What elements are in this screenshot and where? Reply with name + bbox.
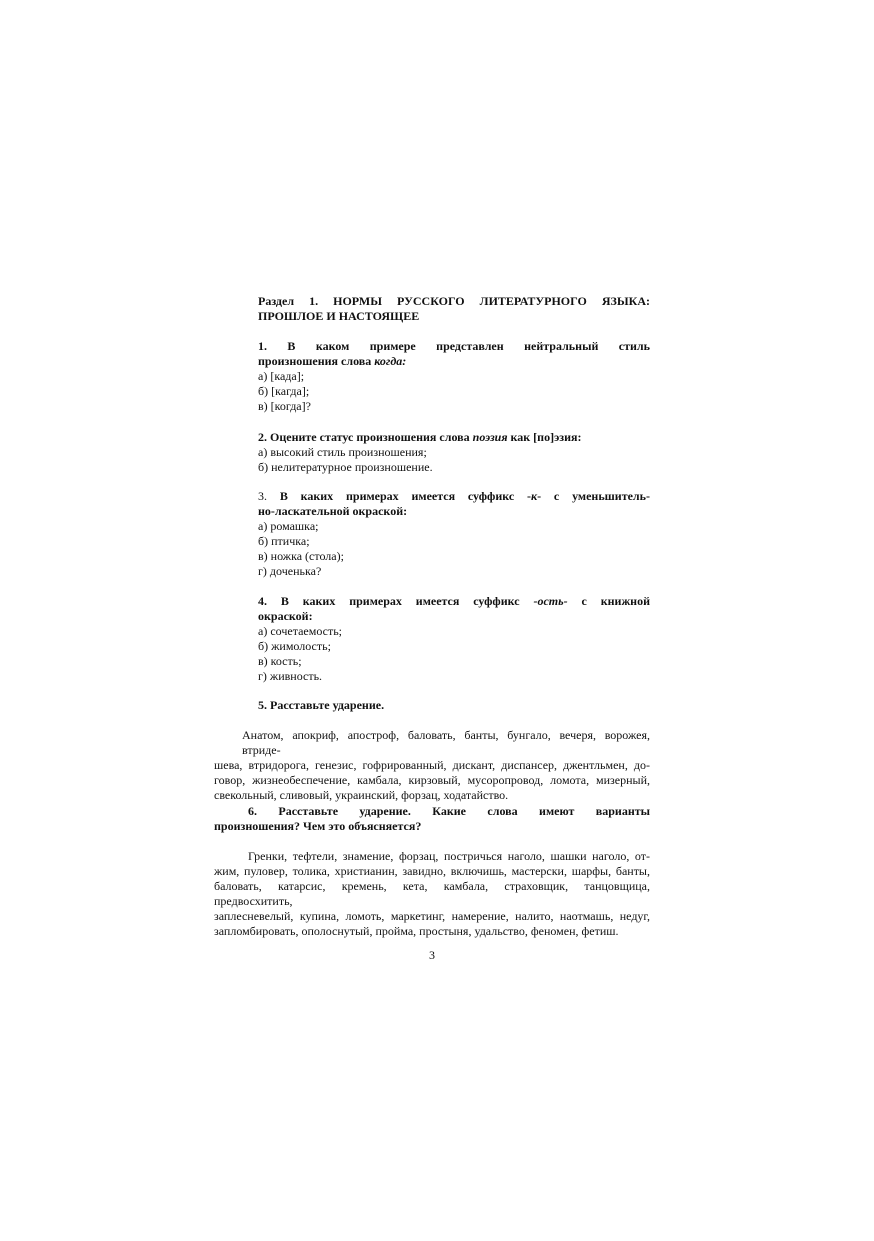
question-3-title-line-2: но-ласкательной окраской: [258, 504, 408, 518]
question-3-title-text-c: - с уменьшитель- [537, 489, 651, 503]
question-4-title-line-1 [258, 594, 650, 609]
question-5-word-line-3: говор, жизнеобеспечение, камбала, кирзовый, мусоропровод, ломота, мизерный, [214, 773, 650, 787]
question-3-option-a: а) ромашка; [258, 519, 319, 533]
question-6-word-list [214, 849, 650, 939]
question-4-title [258, 594, 650, 624]
question-2-option-a: а) высокий стиль произношения; [258, 445, 427, 459]
question-4-option-c: в) кость; [258, 654, 302, 668]
question-1-title-line-1: 1. В каком примере представлен нейтральный стиль [258, 339, 650, 353]
question-2-keyword: поэзия [472, 430, 508, 444]
question-3-title-line-1 [258, 489, 650, 504]
question-1-title [258, 339, 650, 369]
question-4-option-a: а) сочетаемость; [258, 624, 343, 638]
question-1-option-b: б) [кагда]; [258, 384, 310, 398]
question-1-title-line-2 [258, 354, 650, 369]
section-heading-line-1: Раздел 1. НОРМЫ РУССКОГО ЛИТЕРАТУРНОГО ЯЗЫКА: [258, 294, 650, 308]
question-1-title-text: произношения слова [258, 354, 375, 368]
question-4 [258, 594, 650, 684]
question-3-title-text-a: В каких примерах имеется суффикс - [279, 489, 532, 503]
question-3-option-b: б) птичка; [258, 534, 310, 548]
question-2-title-line [258, 430, 650, 445]
question-1 [258, 339, 650, 414]
question-3 [258, 489, 650, 579]
section-heading-line-2: ПРОШЛОЕ И НАСТОЯЩЕЕ [258, 309, 420, 323]
question-2 [258, 430, 650, 475]
question-5-word-list [214, 728, 650, 803]
question-5-word-line-2: шева, втридорога, генезис, гофрированный, дискант, диспансер, джентльмен, до- [214, 758, 650, 772]
page-number: 3 [429, 948, 435, 962]
question-4-title-text-c: с книжной [567, 594, 650, 608]
question-2-option-b: б) нелитературное произношение. [258, 460, 433, 474]
question-2-title-text-c: как [по]эзия: [507, 430, 582, 444]
question-4-keyword: -ость- [533, 594, 568, 608]
question-5 [258, 698, 650, 713]
question-6-word-line-3: баловать, катарсис, кремень, кета, камбала, страховщик, танцовщица, предвосхитить, [214, 879, 650, 908]
question-5-title: 5. Расставьте ударение. [258, 698, 385, 712]
question-3-title [258, 489, 650, 519]
question-6-word-line-1: Гренки, тефтели, знамение, форзац, постричься наголо, шашки наголо, от- [248, 849, 650, 863]
question-3-option-c: в) ножка (стола); [258, 549, 344, 563]
question-2-title [258, 430, 650, 445]
question-3-keyword: к [531, 489, 538, 503]
question-4-title-text-a: 4. В каких примерах имеется суффикс [258, 594, 534, 608]
question-2-title-text-a: 2. Оцените статус произношения слова [258, 430, 473, 444]
section-heading [258, 294, 650, 324]
question-6-word-line-2: жим, пуловер, толика, христианин, завидно, включишь, мастерски, шарфы, банты, [214, 864, 650, 878]
question-5-word-line-4: свекольный, сливовый, украинский, форзац, ходатайство. [214, 788, 509, 802]
question-6-title [214, 804, 650, 834]
question-1-option-a: а) [када]; [258, 369, 305, 383]
question-6-title-line-1: 6. Расставьте ударение. Какие слова имеют варианты [248, 804, 650, 818]
question-1-keyword: когда: [374, 354, 407, 368]
question-6-word-line-4: заплесневелый, купина, ломоть, маркетинг, намерение, налито, наотмашь, недуг, [214, 909, 650, 923]
question-4-option-d: г) живность. [258, 669, 323, 683]
question-6-title-line-2: произношения? Чем это объясняется? [214, 819, 422, 833]
question-3-number: 3. [258, 489, 280, 503]
question-1-option-c: в) [когда]? [258, 399, 311, 413]
question-4-option-b: б) жимолость; [258, 639, 331, 653]
question-4-title-line-2: окраской: [258, 609, 313, 623]
question-3-option-d: г) доченька? [258, 564, 322, 578]
question-6-word-line-5: запломбировать, ополоснутый, пройма, простыня, удальство, феномен, фетиш. [214, 924, 619, 938]
question-5-word-line-1: Анатом, апокриф, апостроф, баловать, банты, бунгало, вечеря, ворожея, втриде- [242, 728, 650, 757]
